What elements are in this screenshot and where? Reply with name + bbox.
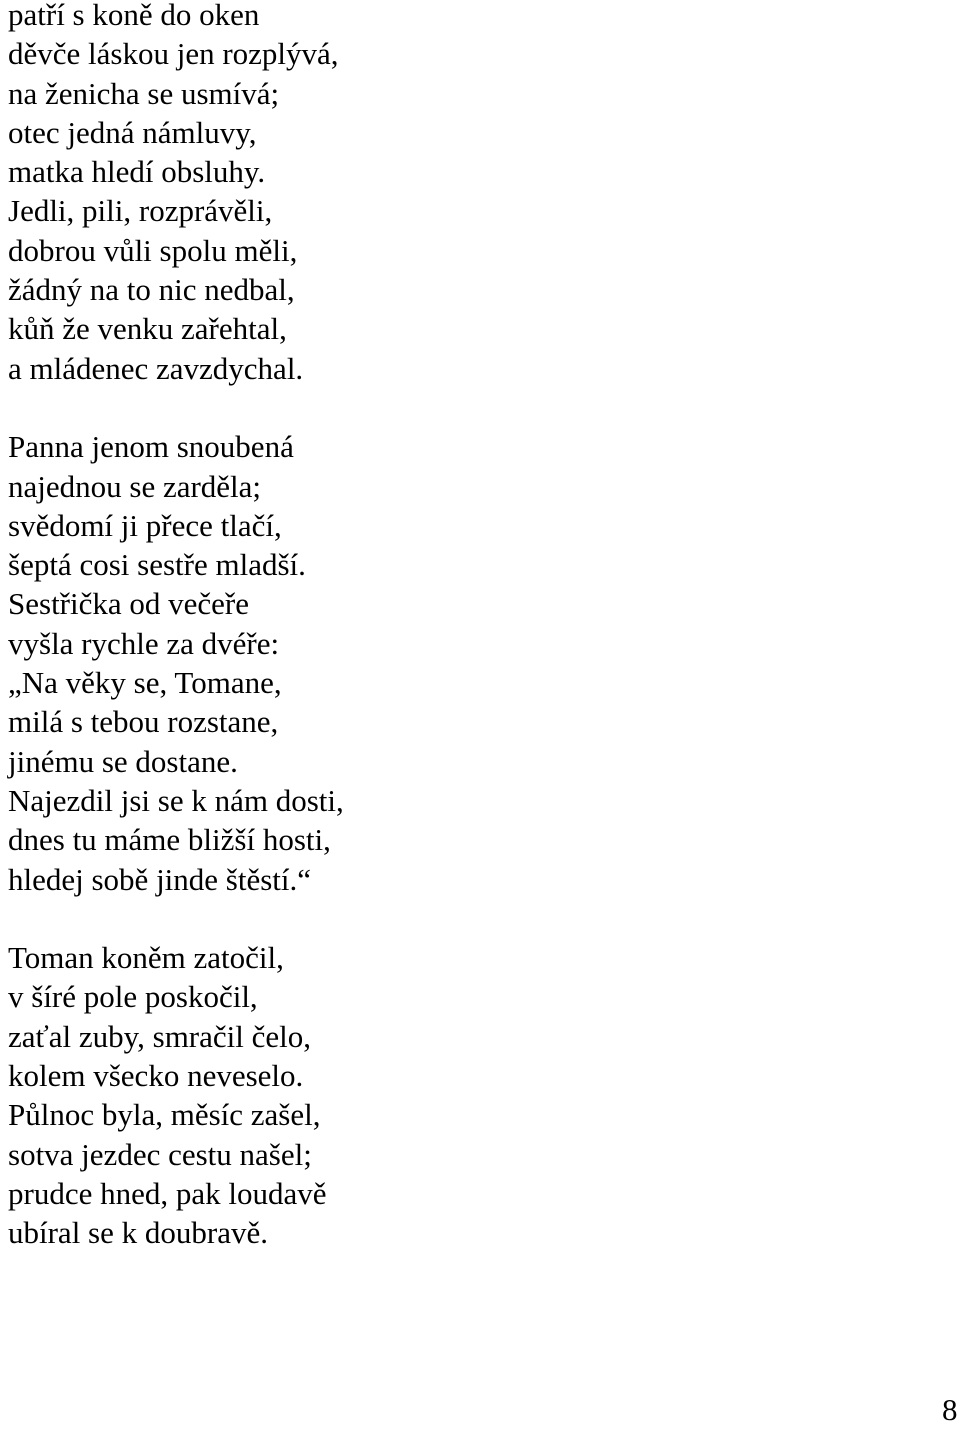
poem-line: žádný na to nic nedbal, — [8, 272, 295, 308]
poem-line: kůň že venku zařehtal, — [8, 311, 287, 347]
poem-line: děvče láskou jen rozplývá, — [8, 36, 339, 72]
stanza-1 — [8, 0, 908, 388]
poem-line: Najezdil jsi se k nám dosti, — [8, 782, 344, 818]
page-number: 8 — [942, 1392, 958, 1427]
poem-line: Půlnoc byla, měsíc zašel, — [8, 1097, 321, 1133]
poem-line: Toman koněm zatočil, — [8, 940, 284, 976]
poem-line: matka hledí obsluhy. — [8, 154, 266, 190]
poem-line: ubíral se k doubravě. — [8, 1215, 268, 1251]
poem-line: najednou se zarděla; — [8, 468, 262, 504]
poem-line: hledej sobě jinde štěstí.“ — [8, 861, 312, 897]
poem-line: na ženicha se usmívá; — [8, 75, 280, 111]
poem-line: Jedli, pili, rozprávěli, — [8, 193, 273, 229]
poem-line: sotva jezdec cestu našel; — [8, 1136, 312, 1172]
poem-line: Sestřička od večeře — [8, 586, 249, 622]
poem-line: jinému se dostane. — [8, 743, 238, 779]
poem-line: „Na věky se, Tomane, — [8, 665, 282, 701]
poem-line: Panna jenom snoubená — [8, 429, 294, 465]
poem-line: v šíré pole poskočil, — [8, 979, 258, 1015]
poem-line: dobrou vůli spolu měli, — [8, 232, 298, 268]
poem-line: šeptá cosi sestře mladší. — [8, 547, 306, 583]
poem-line: kolem všecko neveselo. — [8, 1058, 304, 1094]
poem-line: otec jedná námluvy, — [8, 114, 257, 150]
stanza-3 — [8, 938, 908, 1252]
poem-line: vyšla rychle za dvéře: — [8, 625, 280, 661]
poem-line: dnes tu máme bližší hosti, — [8, 822, 331, 858]
poem-line: prudce hned, pak loudavě — [8, 1175, 327, 1211]
poem-text — [8, 0, 908, 1253]
poem-line: zaťal zuby, smračil čelo, — [8, 1018, 312, 1054]
poem-line: milá s tebou rozstane, — [8, 704, 279, 740]
poem-line: svědomí ji přece tlačí, — [8, 507, 282, 543]
poem-line: a mládenec zavzdychal. — [8, 350, 304, 386]
poem-line: patří s koně do oken — [8, 0, 260, 32]
stanza-2 — [8, 427, 908, 899]
